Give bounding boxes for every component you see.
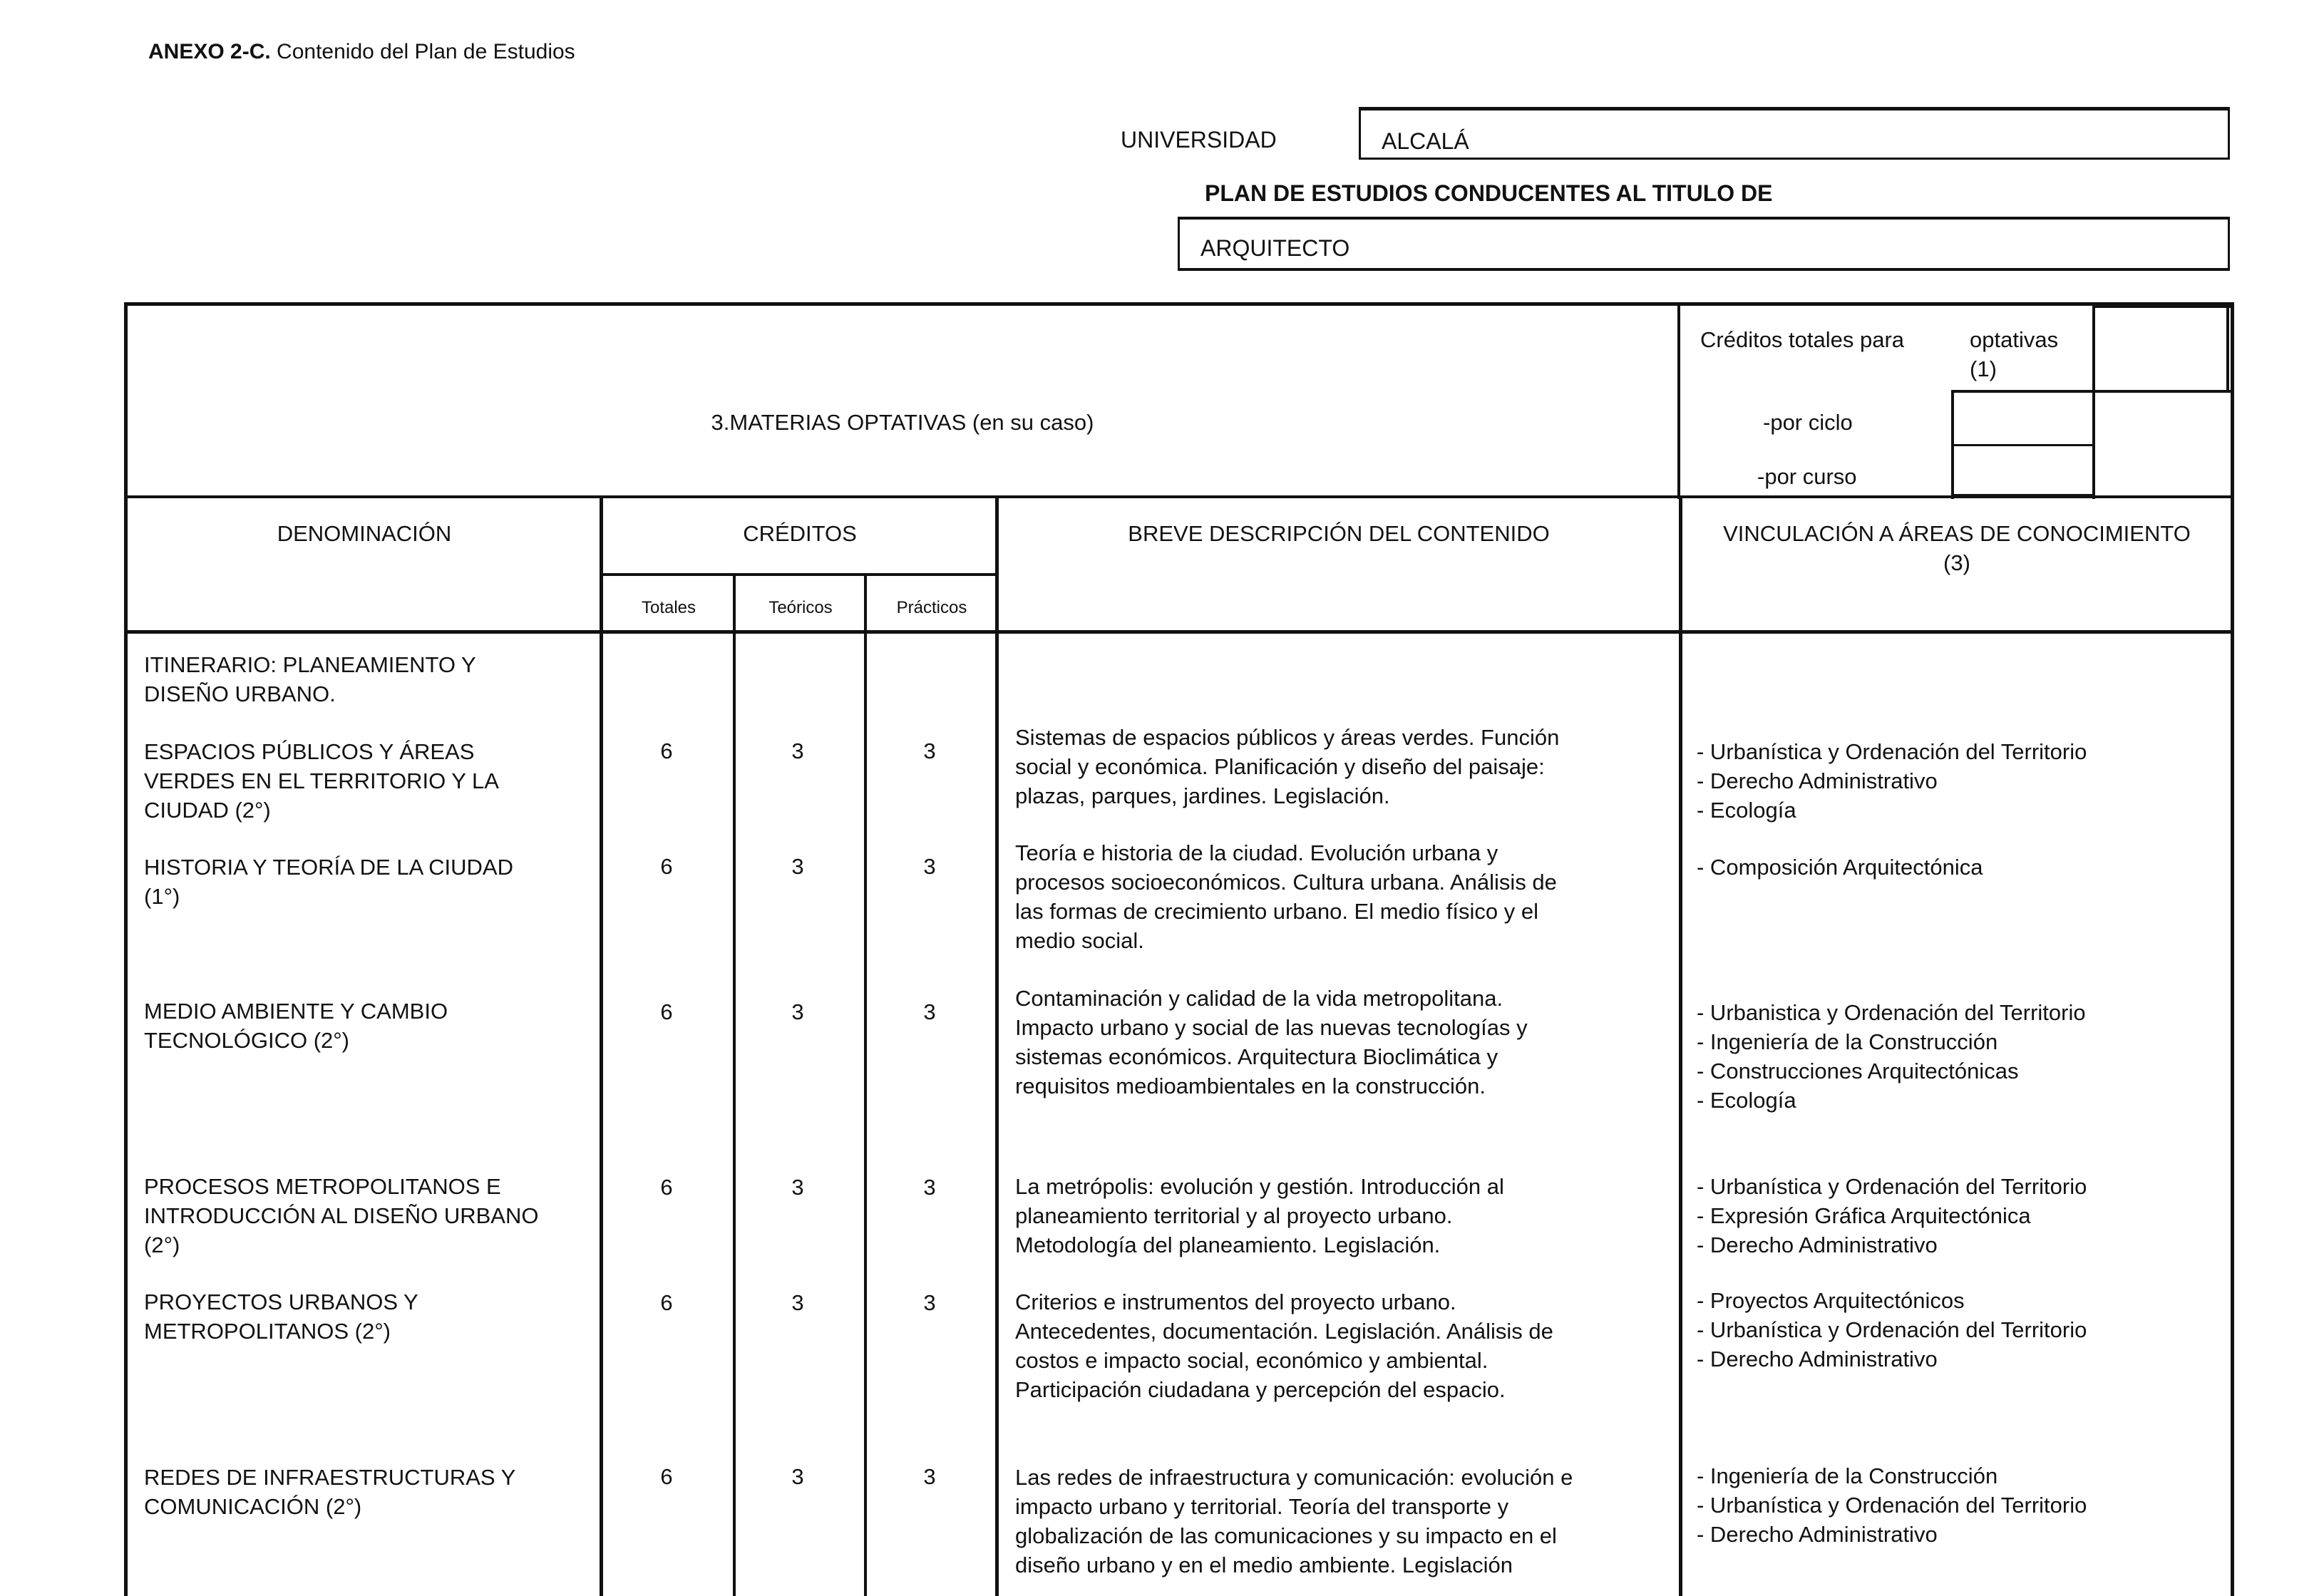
- row-totales: 6: [660, 854, 673, 879]
- optativas-label: optativas (1): [1970, 327, 2059, 381]
- universidad-label: UNIVERSIDAD: [1121, 127, 1277, 153]
- row-practicos: 3: [923, 1464, 936, 1489]
- row-areas: - Urbanística y Ordenación del Territorio - Expresión Gráfica Arquitectónica - Derecho Administrativo: [1697, 1174, 2087, 1257]
- col-teoricos: Teóricos: [768, 598, 833, 617]
- row-areas: - Composición Arquitectónica: [1697, 855, 1983, 880]
- row-totales: 6: [660, 1290, 673, 1315]
- row-teoricos: 3: [791, 854, 804, 879]
- titulo-value: ARQUITECTO: [1200, 235, 1350, 261]
- row-name: PROCESOS METROPOLITANOS E INTRODUCCIÓN AL DISEÑO URBANO (2°): [144, 1174, 539, 1257]
- row-name: PROYECTOS URBANOS Y METROPOLITANOS (2°): [144, 1289, 418, 1344]
- row-practicos: 3: [923, 854, 936, 879]
- row-teoricos: 3: [791, 738, 804, 763]
- col-descripcion: BREVE DESCRIPCIÓN DEL CONTENIDO: [1128, 521, 1550, 546]
- universidad-box: [1359, 107, 2230, 160]
- row-totales: 6: [660, 738, 673, 763]
- row-practicos: 3: [923, 999, 936, 1024]
- plan-title: PLAN DE ESTUDIOS CONDUCENTES AL TITULO DE: [1205, 180, 1773, 206]
- row-teoricos: 3: [791, 999, 804, 1024]
- annex-text: Contenido del Plan de Estudios: [277, 40, 575, 63]
- row-areas: - Urbanistica y Ordenación del Territorio - Ingeniería de la Construcción - Construcciones Arquitectónicas - Ecología: [1697, 1000, 2086, 1113]
- row-name: REDES DE INFRAESTRUCTURAS Y COMUNICACIÓN (2°): [144, 1465, 516, 1519]
- row-teoricos: 3: [791, 1175, 804, 1200]
- creditos-totales-label: Créditos totales para: [1700, 327, 1905, 352]
- row-totales: 6: [660, 1464, 673, 1489]
- row-practicos: 3: [923, 1175, 936, 1200]
- row-practicos: 3: [923, 738, 936, 763]
- universidad-value: ALCALÁ: [1382, 128, 1469, 154]
- row-descripcion: Teoría e historia de la ciudad. Evolución urbana y procesos socioeconómicos. Cultura urbana. Análisis de las formas de crecimiento urbano. El medio físico y el medio social.: [1015, 840, 1557, 953]
- col-denominacion: DENOMINACIÓN: [277, 521, 452, 546]
- row-name: ESPACIOS PÚBLICOS Y ÁREAS VERDES EN EL TERRITORIO Y LA CIUDAD (2°): [144, 739, 499, 823]
- row-descripcion: Las redes de infraestructura y comunicación: evolución e impacto urbano y territorial. Teoría del transporte y globalización de las comunicaciones y su impacto en el diseño urbano y en el medio ambiente. Legislación: [1015, 1465, 1573, 1577]
- por-curso-label: -por curso: [1757, 464, 1857, 489]
- row-areas: - Ingeniería de la Construcción - Urbanística y Ordenación del Territorio - Derecho Administrativo: [1697, 1463, 2087, 1547]
- col-creditos: CRÉDITOS: [743, 521, 857, 546]
- por-ciclo-label: -por ciclo: [1763, 410, 1853, 435]
- row-practicos: 3: [923, 1290, 936, 1315]
- row-name: MEDIO AMBIENTE Y CAMBIO TECNOLÓGICO (2°): [144, 999, 448, 1053]
- row-descripcion: La metrópolis: evolución y gestión. Introducción al planeamiento territorial y al proyecto urbano. Metodología del planeamiento. Legislación.: [1015, 1174, 1504, 1257]
- row-totales: 6: [660, 999, 673, 1024]
- row-descripcion: Criterios e instrumentos del proyecto urbano. Antecedentes, documentación. Legislación. Análisis de costos e impacto social, económico y ambiental. Participación ciudadana y percepción del espacio.: [1015, 1289, 1553, 1402]
- col-totales: Totales: [641, 598, 696, 617]
- row-name: HISTORIA Y TEORÍA DE LA CIUDAD (1°): [144, 855, 513, 909]
- row-descripcion: Contaminación y calidad de la vida metropolitana. Impacto urbano y social de las nuevas tecnologías y sistemas económicos. Arquitectura Bioclimática y requisitos medioambientales en la construcción.: [1015, 986, 1528, 1098]
- row-totales: 6: [660, 1175, 673, 1200]
- row-teoricos: 3: [791, 1464, 804, 1489]
- section-title: 3.MATERIAS OPTATIVAS (en su caso): [711, 410, 1094, 435]
- row-areas: - Urbanística y Ordenación del Territorio - Derecho Administrativo - Ecología: [1697, 739, 2087, 823]
- row-areas: - Proyectos Arquitectónicos - Urbanística y Ordenación del Territorio - Derecho Administrativo: [1697, 1288, 2087, 1371]
- row-descripcion: Sistemas de espacios públicos y áreas verdes. Función social y económica. Planificación y diseño del paisaje: plazas, parques, jardines. Legislación.: [1015, 725, 1560, 808]
- annex-label: ANEXO 2-C.: [148, 40, 271, 63]
- col-practicos: Prácticos: [896, 598, 967, 617]
- annex-heading: [148, 40, 575, 64]
- itinerario-label: ITINERARIO: PLANEAMIENTO Y DISEÑO URBANO.: [144, 652, 476, 706]
- row-teoricos: 3: [791, 1290, 804, 1315]
- col-vinculacion: VINCULACIÓN A ÁREAS DE CONOCIMIENTO (3): [1723, 521, 2191, 575]
